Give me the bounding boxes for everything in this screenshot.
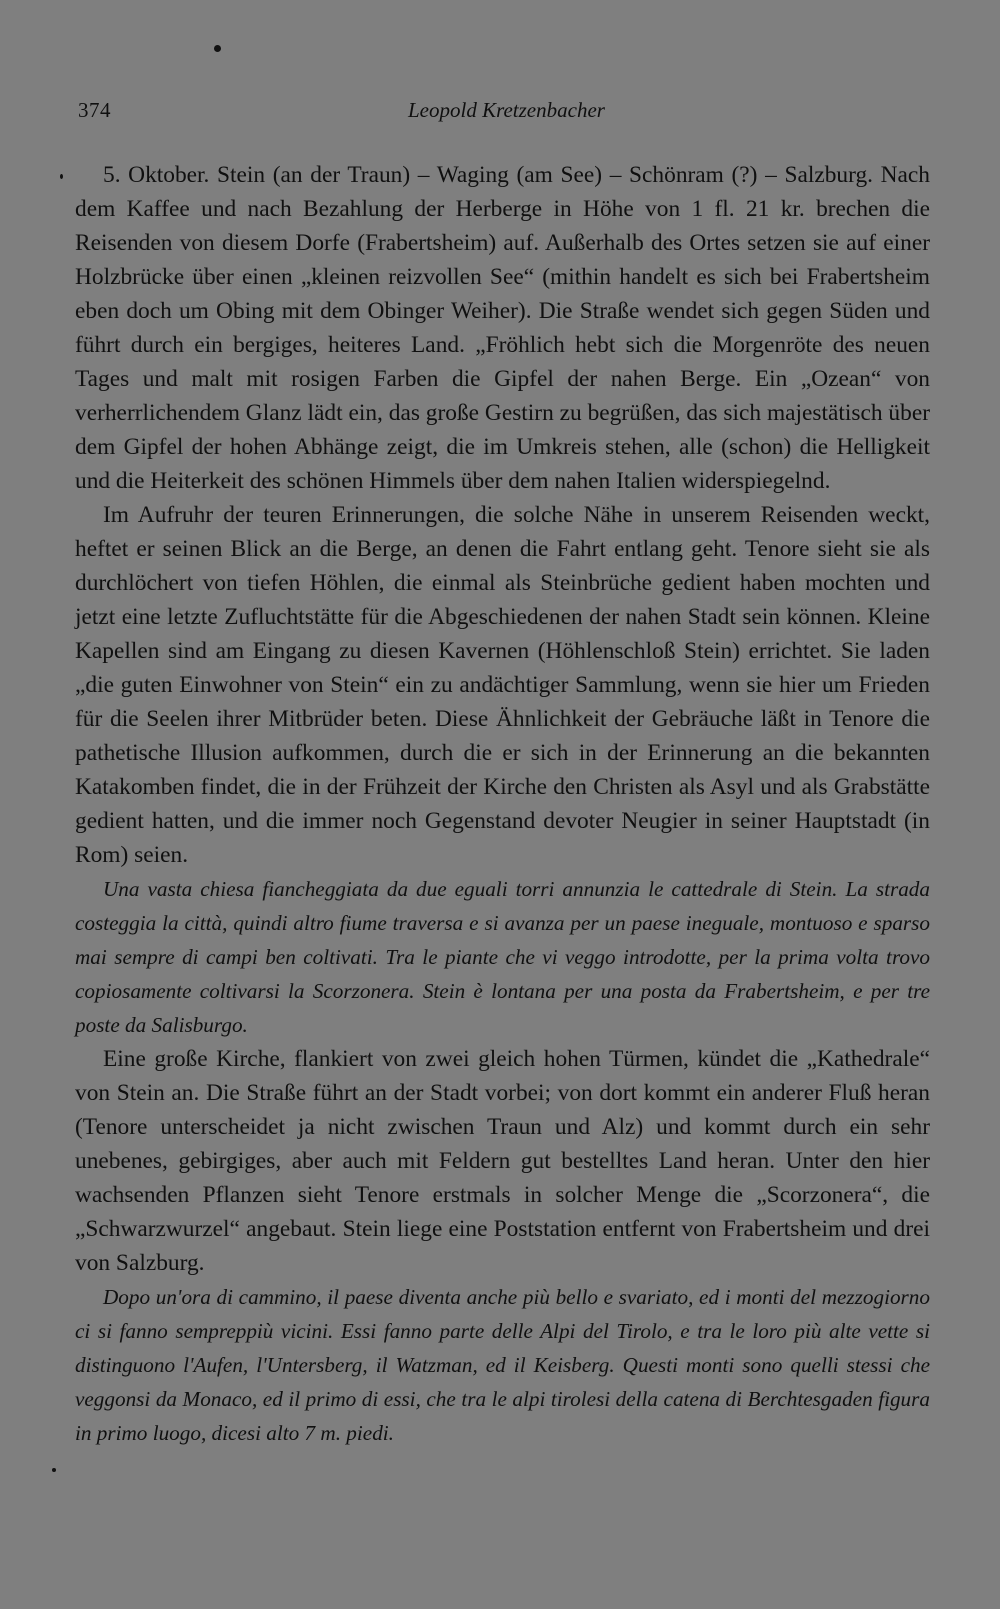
running-head: Leopold Kretzenbacher bbox=[408, 98, 605, 122]
paragraph-german: Im Aufruhr der teuren Erinnerungen, die solche Nähe in unserem Reisenden weckt, heftet er seinen Blick an die Berge, an denen die Fahrt entlang geht. Tenore sieht sie als durchlöchert von tiefen Höhlen, die einmal als Steinbrüche gedient haben mochten und jetzt eine letzte Zufluchtstätte für die Abgeschiedenen der nahen Stadt sein können. Kleine Kapellen sind am Eingang zu diesen Kavernen (Höhlenschloß Stein) errichtet. Sie laden „die guten Einwohner von Stein“ ein zu andächtiger Sammlung, wenn sie hier um Frieden für die Seelen ihrer Mitbrüder beten. Diese Ähnlichkeit der Gebräuche läßt in Tenore die pathetische Illusion aufkommen, durch die er sich in der Erinnerung an die bekannten Katakomben findet, die in der Frühzeit der Kirche den Christen als Asyl und als Grabstätte gedient hatten, und die immer noch Gegenstand devoter Neugier in seiner Hauptstadt (in Rom) seien. bbox=[75, 502, 930, 868]
paragraph-italian-quote: Una vasta chiesa fiancheggiata da due eguali torri annunzia le cattedrale di Stein. La strada costeggia la città, quindi altro fiume traversa e si avanza per un paese ineguale, montuoso e sparso mai sempre di campi ben coltivati. Tra le piante che vi veggo introdotte, per la prima volta trovo copiosamente coltivarsi la Scorzonera. Stein è lontana per una posta da Frabertsheim, e per tre poste da Salisburgo. bbox=[75, 877, 930, 1037]
paragraph-german: 5. Oktober. Stein (an der Traun) – Waging (am See) – Schönram (?) – Salzburg. Nach dem Kaffee und nach Bezahlung der Herberge in Höhe von 1 fl. 21 kr. brechen die Reisenden von diesem Dorfe (Frabertsheim) auf. Außerhalb des Ortes setzen sie auf einer Holzbrücke über einen „kleinen reizvollen See“ (mithin handelt es sich bei Frabertsheim eben doch um Obing mit dem Obinger Weiher). Die Straße wendet sich gegen Süden und führt durch ein bergiges, heiteres Land. „Fröhlich hebt sich die Morgenröte des neuen Tages und malt mit rosigen Farben die Gipfel der nahen Berge. Ein „Ozean“ von verherrlichendem Glanz lädt ein, das große Gestirn zu begrüßen, das sich majestätisch über dem Gipfel der hohen Abhänge zeigt, die im Umkreis stehen, alle (schon) die Helligkeit und die Heiterkeit des schönen Himmels über dem nahen Italien widerspiegelnd. bbox=[75, 162, 930, 494]
page-header bbox=[0, 98, 1000, 128]
scan-speck bbox=[60, 174, 63, 179]
scan-speck bbox=[214, 45, 221, 52]
scan-speck bbox=[52, 1468, 56, 1472]
paragraph-german: Eine große Kirche, flankiert von zwei gleich hohen Türmen, kündet die „Kathedrale“ von Stein an. Die Straße führt an der Stadt vorbei; von dort kommt ein anderer Fluß heran (Tenore unterscheidet ja nicht zwischen Traun und Alz) und kommt durch ein sehr unebenes, gebirgiges, aber auch mit Feldern gut bestelltes Land heran. Unter den hier wachsenden Pflanzen sieht Tenore erstmals in solcher Menge die „Scorzonera“, die „Schwarzwurzel“ angebaut. Stein liege eine Poststation entfernt von Frabertsheim und drei von Salzburg. bbox=[75, 1046, 930, 1276]
paragraph-italian-quote: Dopo un'ora di cammino, il paese diventa anche più bello e svariato, ed i monti del mezzogiorno ci si fanno sempreppiù vicini. Essi fanno parte delle Alpi del Tirolo, e tra le loro più alte vette si distinguono l'Aufen, l'Untersberg, il Watzman, ed il Keisberg. Questi monti sono quelli stessi che veggonsi da Monaco, ed il primo di essi, che tra le alpi tirolesi della catena di Berchtesgaden figura in primo luogo, dicesi alto 7 m. piedi. bbox=[75, 1285, 930, 1445]
page-number: 374 bbox=[78, 98, 111, 122]
body-text bbox=[75, 158, 930, 1450]
